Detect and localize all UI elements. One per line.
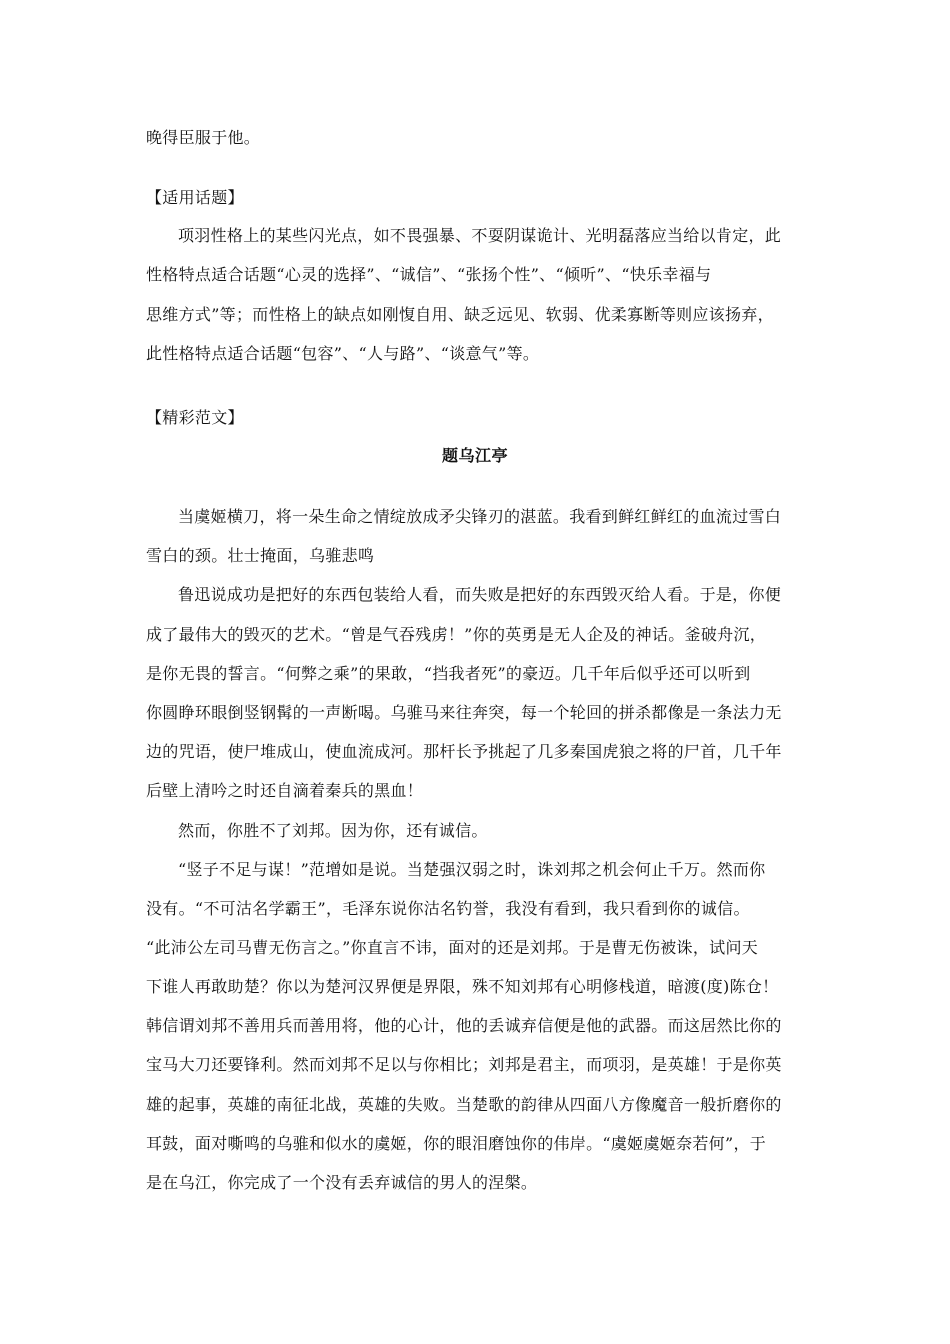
essay-line: 然而，你胜不了刘邦。因为你，还有诚信。: [178, 821, 488, 840]
essay-line: 边的咒语，使尸堆成山，使血流成河。那杆长予挑起了几多秦国虎狼之将的尸首，几千年: [146, 742, 782, 761]
essay-line: 当虞姬横刀，将一朵生命之情绽放成矛尖锋刃的湛蓝。我看到鲜红鲜红的血流过雪白: [178, 507, 782, 526]
essay-line: 是在乌江，你完成了一个没有丢弃诚信的男人的涅槃。: [146, 1173, 538, 1192]
topic-line: 项羽性格上的某些闪光点，如不畏强暴、不耍阴谋诡计、光明磊落应当给以肯定，此: [178, 226, 782, 245]
topic-line: 此性格特点适合话题“包容”、“人与路”、“谈意气”等。: [146, 344, 540, 363]
topic-heading: 【适用话题】: [146, 188, 244, 207]
essay-line: 宝马大刀还要锋利。然而刘邦不足以与你相比；刘邦是君主，而项羽，是英雄！于是你英: [146, 1055, 782, 1074]
essay-line: 是你无畏的誓言。“何弊之乘”的果敢，“挡我者死”的豪迈。几千年后似乎还可以听到: [146, 664, 751, 683]
essay-line: 成了最伟大的毁灭的艺术。“曾是气吞残虏！”你的英勇是无人企及的神话。釜破舟沉，: [146, 625, 767, 644]
topic-line: 性格特点适合话题“心灵的选择”、“诚信”、“张扬个性”、“倾听”、“快乐幸福与: [146, 265, 712, 284]
essay-line: 后壁上清吟之时还自滴着秦兵的黑血！: [146, 781, 424, 800]
essay-line: 雪白的颈。壮士掩面，乌骓悲鸣: [146, 546, 375, 565]
essay-line: 下谁人再敢助楚？你以为楚河汉界便是界限，殊不知刘邦有心明修栈道，暗渡(度)陈仓！: [146, 977, 779, 996]
essay-line: 鲁迅说成功是把好的东西包装给人看，而失败是把好的东西毁灭给人看。于是，你便: [178, 585, 782, 604]
intro-line: 晚得臣服于他。: [146, 128, 261, 147]
essay-heading: 【精彩范文】: [146, 408, 244, 427]
essay-line: 雄的起事，英雄的南征北战，英雄的失败。当楚歌的韵律从四面八方像魔音一般折磨你的: [146, 1095, 782, 1114]
essay-title: 题乌江亭: [441, 446, 508, 465]
essay-line: “此沛公左司马曹无伤言之。”你直言不讳，面对的还是刘邦。于是曹无伤被诛，试问天: [146, 938, 759, 957]
essay-line: 你圆睁环眼倒竖钢髯的一声断喝。乌骓马来往奔突，每一个轮回的拼杀都像是一条法力无: [146, 703, 782, 722]
essay-line: “竖子不足与谋！”范增如是说。当楚强汉弱之时，诛刘邦之机会何止千万。然而你: [178, 860, 766, 879]
essay-line: 韩信谓刘邦不善用兵而善用将，他的心计，他的丢诚弃信便是他的武器。而这居然比你的: [146, 1016, 782, 1035]
essay-line: 耳鼓，面对嘶鸣的乌骓和似水的虞姬，你的眼泪磨蚀你的伟岸。“虞姬虞姬奈若何”，于: [146, 1134, 767, 1153]
essay-line: 没有。“不可沽名学霸王”，毛泽东说你沽名钓誉，我没有看到，我只看到你的诚信。: [146, 899, 750, 918]
topic-line: 思维方式”等；而性格上的缺点如刚愎自用、缺乏远见、软弱、优柔寡断等则应该扬弃，: [146, 305, 774, 324]
